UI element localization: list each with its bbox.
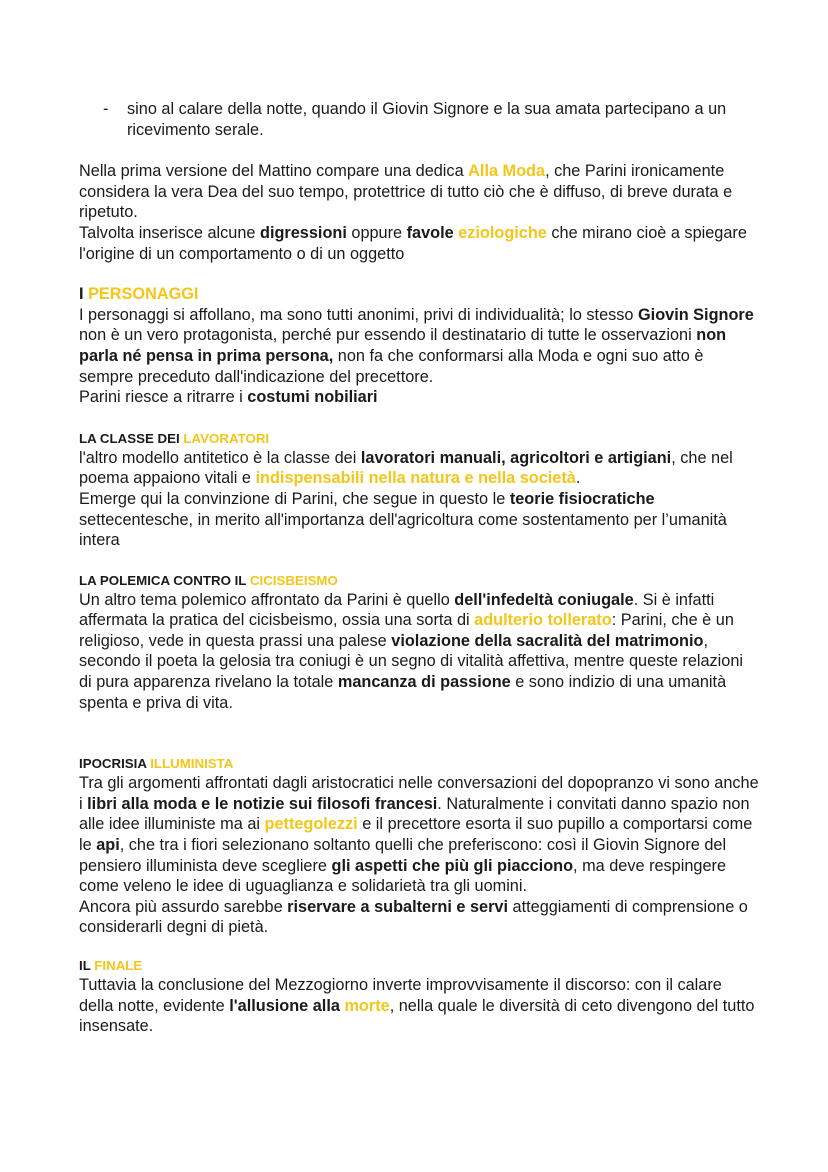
- highlight-text: adulterio tollerato: [474, 611, 612, 630]
- bold-text: dell'infedeltà coniugale: [454, 590, 634, 609]
- text: Tra gli argomenti affrontati dagli aristocratici nelle conversazioni del dopopranzo vi sono anche i: [79, 774, 759, 813]
- text: . Si è infatti affermata la pratica del cicisbeismo, ossia una sorta di: [79, 590, 715, 630]
- bold-favole: favole: [406, 223, 454, 242]
- bold-text: lavoratori manuali, agricoltori e artigiani: [360, 448, 672, 467]
- highlight-eziologiche: eziologiche: [458, 223, 547, 242]
- heading-cicisbeismo: [79, 572, 759, 590]
- heading-lead: IL: [79, 958, 95, 973]
- text: oppure: [346, 223, 407, 242]
- bullet-text: sino al calare della notte, quando il Giovin Signore e la sua amata partecipano a un ricevimento serale.: [127, 100, 727, 139]
- heading-highlight: ILLUMINISTA: [150, 756, 234, 772]
- text: , secondo il poeta la gelosia tra coniugi è un segno di vitalità affettiva, mentre queste relazioni di pura apparenza rivelano la totale: [79, 631, 744, 692]
- bold-text: teorie fisiocratiche: [509, 489, 655, 508]
- paragraph-cicisbeismo: [79, 590, 759, 714]
- bold-text: violazione della sacralità del matrimonio: [391, 631, 704, 650]
- text: : Parini, che è un religioso, vede in questa prassi una palese: [79, 611, 734, 650]
- heading-highlight: LAVORATORI: [183, 430, 270, 446]
- text: Tuttavia la conclusione del Mezzogiorno inverte improvvisamente il discorso: con il calare della notte, evidente: [79, 976, 722, 1015]
- highlight-text: morte: [344, 996, 390, 1015]
- bold-text: libri alla moda e le notizie sui filosofi francesi: [87, 794, 438, 813]
- paragraph-personaggi: [79, 305, 759, 387]
- paragraph-fisiocratiche: [79, 489, 759, 551]
- text: Emerge qui la convinzione di Parini, che segue in questo le: [79, 489, 510, 508]
- highlight-text: pettegolezzi: [264, 815, 358, 834]
- document-body: [79, 99, 759, 1037]
- text: . Naturalmente i convitati danno spazio non alle idee illuministe ma ai: [79, 794, 750, 834]
- paragraph-lavoratori: [79, 448, 759, 489]
- text: Talvolta inserisce alcune: [79, 223, 260, 242]
- intro-paragraph-digressioni: [79, 223, 759, 264]
- text: e il precettore esorta il suo pupillo a comportarsi come le: [79, 815, 753, 855]
- text: Nella prima versione del Mattino compare una dedica: [79, 162, 469, 181]
- highlight-text: indispensabili nella natura e nella società: [255, 469, 576, 488]
- intro-paragraph-dedica: [79, 161, 759, 223]
- bold-text: costumi nobiliari: [247, 388, 378, 407]
- heading-highlight: PERSONAGGI: [88, 285, 199, 304]
- text: I personaggi si affollano, ma sono tutti anonimi, privi di individualità; lo stesso: [79, 305, 638, 324]
- heading-finale: [79, 957, 759, 975]
- paragraph-finale: [79, 975, 759, 1037]
- bullet-dash: -: [103, 100, 109, 118]
- text: Parini riesce a ritrarre i: [79, 388, 248, 407]
- text: che mirano cioè a spiegare l'origine di un comportamento o di un oggetto: [79, 223, 747, 263]
- text: non è un vero protagonista, perché pur essendo il destinatario di tutte le osservazioni: [79, 326, 697, 345]
- text: , che tra i fiori selezionano soltanto quelli che preferiscono: così il Giovin Signore del pensiero illuminista deve scegliere: [79, 836, 727, 875]
- bold-text: l'allusione alla: [229, 996, 345, 1015]
- bold-text: api: [96, 836, 120, 855]
- text: , che Parini ironicamente considera la vera Dea del suo tempo, protettrice di tutto ciò che è diffuso, di breve durata e ripetuto.: [79, 162, 733, 222]
- heading-ipocrisia: [79, 755, 759, 773]
- paragraph-subalterni: [79, 897, 759, 938]
- text: Ancora più assurdo sarebbe: [79, 897, 288, 916]
- heading-lead: LA POLEMICA CONTRO IL: [79, 572, 250, 588]
- text: , che nel poema appaiono vitali e: [79, 448, 733, 488]
- text: non fa che conformarsi alla Moda e ogni suo atto è sempre preceduto dall'indicazione del precettore.: [79, 346, 704, 386]
- heading-lead: LA CLASSE DEI: [79, 430, 184, 446]
- text: , ma deve respingere come veleno le idee di uguaglianza e solidarietà tra gli uomini.: [79, 856, 726, 896]
- paragraph-ipocrisia: [79, 773, 759, 897]
- heading-lead: I: [79, 285, 89, 304]
- heading-highlight: CICISBEISMO: [249, 572, 338, 588]
- text: atteggiamenti di comprensione o considerarli degni di pietà.: [79, 897, 748, 937]
- text: e sono indizio di una umanità spenta e priva di vita.: [79, 673, 727, 712]
- text: Un altro tema polemico affrontato da Parini è quello: [79, 590, 455, 609]
- text: l'altro modello antitetico è la classe dei: [79, 448, 361, 467]
- bold-text: gli aspetti che più gli piacciono: [331, 856, 574, 875]
- text: , nella quale le diversità di ceto divengono del tutto insensate.: [79, 996, 755, 1036]
- heading-lead: IPOCRISIA: [79, 756, 151, 772]
- text: settecentesche, in merito all'importanza dell'agricoltura come sostentamento per l’umanità intera: [79, 510, 727, 550]
- bold-text: mancanza di passione: [337, 673, 511, 692]
- bold-text: riservare a subalterni e servi: [287, 897, 509, 916]
- bullet-item: [79, 99, 759, 140]
- bold-digressioni: digressioni: [260, 223, 347, 242]
- heading-lavoratori: [79, 430, 759, 448]
- bold-text: non parla né pensa in prima persona,: [79, 326, 727, 365]
- highlight-alla-moda: Alla Moda: [468, 162, 546, 181]
- paragraph-costumi: [79, 387, 759, 408]
- text: .: [575, 469, 581, 488]
- heading-highlight: FINALE: [94, 958, 143, 973]
- bold-text: Giovin Signore: [638, 305, 754, 324]
- heading-personaggi: [79, 284, 759, 305]
